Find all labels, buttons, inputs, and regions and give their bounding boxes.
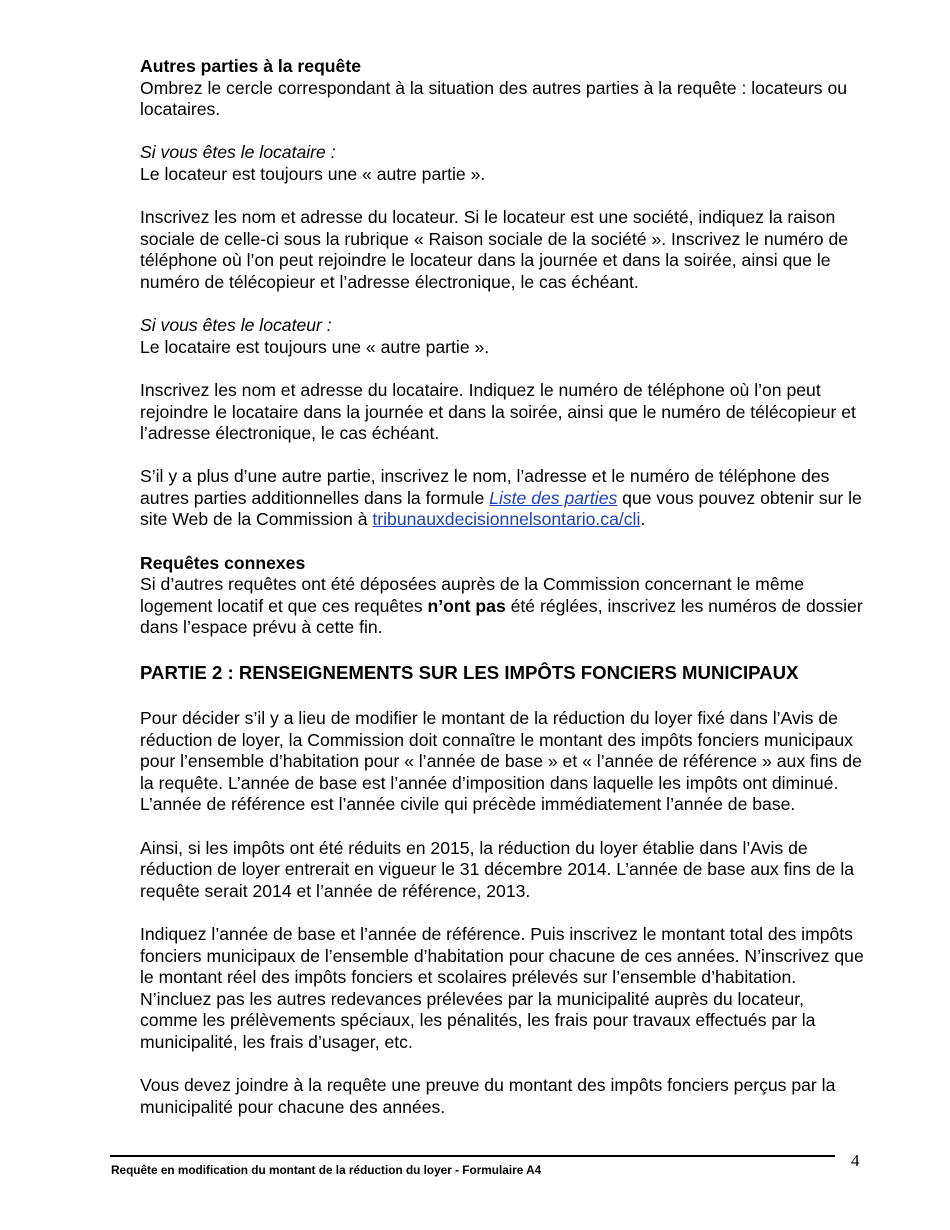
footer-divider [110,1155,835,1157]
part2-paragraph-2: Ainsi, si les impôts ont été réduits en 2015, la réduction du loyer établie dans l’Avis de réduction de loyer entrerait en vigueur le 31 décembre 2014. L’année de base aux fins de la requête serait 2014 et l’année de référence, 2013. [140,837,855,901]
landlord-line: Le locataire est toujours une « autre partie ». [140,336,490,357]
part2-title: PARTIE 2 : RENSEIGNEMENTS SUR LES IMPÔTS FONCIERS MUNICIPAUX [140,662,799,684]
document-body [140,56,865,1140]
part2-paragraph-3: Indiquez l’année de base et l’année de référence. Puis inscrivez le montant total des impôts fonciers municipaux de l’ensemble d’habitation pour chacune de ces années. N’inscrivez que le montant réel des impôts fonciers et scolaires prélevés sur l’ensemble d’habitation. N’incluez pas les autres redevances prélevées par la municipalité auprès du locateur, comme les prélèvements spéciaux, les pénalités, les frais pour travaux effectués par la municipalité, les frais d’usager, etc. [140,923,864,1052]
footer-form-title: Requête en modification du montant de la réduction du loyer - Formulaire A4 [111,1163,542,1177]
related-text-emphasis: n’ont pas [427,595,506,616]
tenant-subheading: Si vous êtes le locataire : [140,142,336,163]
part2-paragraph-4: Vous devez joindre à la requête une preuve du montant des impôts fonciers perçus par la municipalité pour chacune des années. [140,1075,836,1117]
landlord-instructions: Inscrivez les nom et adresse du locataire. Indiquez le numéro de téléphone où l’on peut rejoindre le locataire dans la journée et dans la soirée, ainsi que le numéro de télécopieur et l’adresse électronique, le cas échéant. [140,379,856,444]
related-applications-paragraph [140,574,865,639]
tribunal-website-link[interactable]: tribunauxdecisionnelsontario.ca/cli [372,509,641,530]
part2-paragraph-1: Pour décider s’il y a lieu de modifier le montant de la réduction du loyer fixé dans l’Avis de réduction de loyer, la Commission doit connaître le montant des impôts fonciers municipaux pour l’ensemble d’habitation pour « l’année de base » et « l’année de référence » aux fins de la requête. L’année de base est l’année d’imposition dans laquelle les impôts ont diminué. L’année de référence est l’année civile qui précède immédiatement l’année de base. [140,708,862,815]
more-parties-text-2: que vous pouvez obtenir sur le site Web de la Commission à [140,487,862,530]
more-parties-paragraph [140,466,865,531]
other-parties-heading: Autres parties à la requête [140,56,361,76]
related-applications-heading: Requêtes connexes [140,552,306,573]
more-parties-text-1: S’il y a plus d’une autre partie, inscrivez le nom, l’adresse et le numéro de téléphone des autres parties additionnelles dans la formule [140,466,830,508]
landlord-subheading: Si vous êtes le locateur : [140,315,332,336]
list-of-parties-link[interactable]: Liste des parties [489,487,618,508]
other-parties-intro: Ombrez le cercle correspondant à la situation des autres parties à la requête : locateurs ou locataires. [140,77,848,120]
related-text-1: Si d’autres requêtes ont été déposées auprès de la Commission concernant le même logement locatif et que ces requêtes [140,574,805,616]
tenant-line: Le locateur est toujours une « autre partie ». [140,163,486,184]
page-number: 4 [851,1151,860,1170]
related-text-2: été réglées, inscrivez les numéros de dossier dans l’espace prévu à cette fin. [140,595,863,638]
tenant-instructions: Inscrivez les nom et adresse du locateur. Si le locateur est une société, indiquez la raison sociale de celle-ci sous la rubrique « Raison sociale de la société ». Inscrivez le numéro de téléphone où l’on peut rejoindre le locateur dans la journée et dans la soirée, ainsi que le numéro de télécopieur et l’adresse électronique, le cas échéant. [140,207,849,292]
more-parties-text-3: . [640,509,646,530]
